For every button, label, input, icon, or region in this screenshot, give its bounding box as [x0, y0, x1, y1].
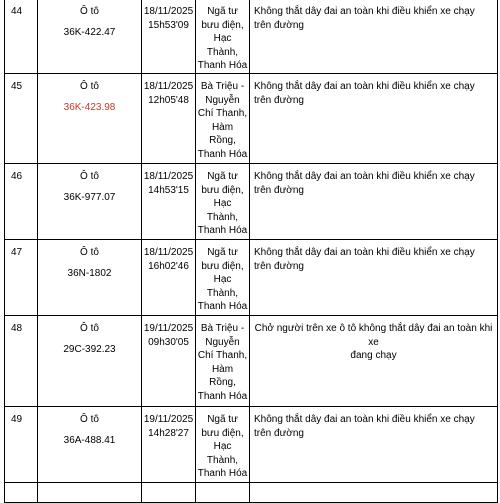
location-line: Thanh Hóa — [197, 148, 248, 160]
vehicle-type: Ô tô — [80, 80, 99, 92]
violation-date: 19/11/2025 — [143, 322, 194, 334]
location-line: Thanh Hóa — [197, 60, 248, 72]
location-line: Thanh Hóa — [197, 225, 248, 237]
row-number: 45 — [5, 73, 38, 163]
violation-description: Không thắt dây đai an toàn khi điều khiển xe chạy trên đường — [250, 239, 498, 315]
location-cell — [196, 239, 250, 315]
time-cell — [142, 315, 196, 406]
location-line: bưu điện, — [201, 427, 244, 439]
location-line: Thanh Hóa — [197, 301, 248, 313]
location-line: Ngã tư — [207, 170, 238, 182]
violation-date: 18/11/2025 — [143, 6, 194, 17]
location-line: Ngã tư — [207, 6, 238, 17]
vehicle-type: Ô tô — [80, 246, 99, 258]
time-cell — [142, 0, 196, 73]
vehicle-cell — [38, 315, 142, 406]
location-line: bưu điện, — [201, 260, 244, 272]
violation-time: 09h30'05 — [148, 336, 189, 348]
vehicle-cell — [38, 239, 142, 315]
table-row — [5, 315, 498, 406]
row-number: 48 — [5, 315, 38, 406]
violations-table — [4, 0, 498, 503]
row-number: 44 — [5, 0, 38, 73]
location-line: Thành, — [206, 46, 239, 58]
location-line: Thành, — [206, 211, 239, 223]
violation-time: 14h53'15 — [148, 184, 189, 196]
location-cell — [196, 406, 250, 482]
vehicle-type: Ô tô — [80, 322, 99, 334]
violation-time: 15h53'09 — [148, 19, 189, 31]
license-plate: 29C-392.23 — [63, 343, 116, 355]
time-cell — [142, 73, 196, 163]
location-line: Thành, — [206, 454, 239, 466]
location-line: Thanh Hóa — [197, 390, 248, 402]
violation-description: Không thắt dây đai an toàn khi điều khiển xe chạy trên đường — [250, 0, 498, 73]
location-line: Ngã tư — [207, 246, 238, 258]
violation-time: 16h02'46 — [148, 260, 189, 272]
location-line: Bà Triệu - — [200, 322, 245, 334]
violation-time: 14h28'27 — [148, 427, 189, 439]
vehicle-cell — [38, 73, 142, 163]
vehicle-type: Ô tô — [80, 170, 99, 182]
time-cell — [142, 163, 196, 239]
location-cell — [196, 0, 250, 73]
vehicle-cell — [38, 163, 142, 239]
location-line: Ngã tư — [207, 413, 238, 425]
license-plate: 36N-1802 — [67, 267, 112, 279]
table-row — [5, 406, 498, 482]
violation-description: Không thắt dây đai an toàn khi điều khiển xe chạy trên đường — [250, 406, 498, 482]
row-number: 47 — [5, 239, 38, 315]
location-line: Thanh Hóa — [197, 468, 248, 480]
row-number: 49 — [5, 406, 38, 482]
row-number: 46 — [5, 163, 38, 239]
location-line: Chí Thanh, — [197, 108, 248, 120]
location-line: Hạc — [213, 441, 232, 453]
time-cell — [142, 239, 196, 315]
violation-description: Không thắt dây đai an toàn khi điều khiển xe chạy trên đường — [250, 73, 498, 163]
location-line: Chí Thanh, — [197, 350, 248, 362]
location-line: Rồng, — [209, 135, 236, 147]
violation-line: Chở người trên xe ô tô không thắt dây đai an toàn khi xe — [254, 322, 493, 348]
location-line: Hạc — [213, 274, 232, 286]
table-row-partial — [5, 482, 498, 502]
location-cell — [196, 163, 250, 239]
location-line: Nguyễn — [205, 336, 240, 348]
violation-line: đang chạy — [350, 350, 397, 362]
location-line: Rồng, — [209, 377, 236, 389]
table-row — [5, 73, 498, 163]
location-line: Thành, — [206, 287, 239, 299]
license-plate-highlighted: 36K-423.98 — [63, 101, 116, 113]
table-row — [5, 163, 498, 239]
location-line: Bà Triệu - — [200, 80, 245, 92]
location-line: bưu điện, — [201, 184, 244, 196]
violation-description: Không thắt dây đai an toàn khi điều khiển xe chạy trên đường — [250, 163, 498, 239]
location-line: Hàm — [211, 121, 234, 133]
license-plate: 36A-488.41 — [63, 434, 116, 446]
violation-time: 12h05'48 — [148, 94, 189, 106]
violation-date: 18/11/2025 — [143, 170, 194, 182]
location-line: Hạc — [213, 198, 232, 210]
license-plate: 36K-422.47 — [63, 26, 116, 38]
vehicle-type: Ô tô — [80, 413, 99, 425]
license-plate: 36K-977.07 — [63, 191, 116, 203]
location-line: Hàm — [211, 363, 234, 375]
vehicle-cell — [38, 0, 142, 73]
time-cell — [142, 406, 196, 482]
table-row — [5, 239, 498, 315]
location-line: Nguyễn — [205, 94, 240, 106]
location-line: bưu điện, — [201, 19, 244, 31]
violation-description — [250, 315, 498, 406]
violation-date: 18/11/2025 — [143, 246, 194, 258]
vehicle-cell — [38, 406, 142, 482]
location-line: Hạc — [213, 33, 232, 45]
violation-date: 18/11/2025 — [143, 80, 194, 92]
violation-date: 19/11/2025 — [143, 413, 194, 425]
vehicle-type: Ô tô — [80, 6, 99, 17]
table-row — [5, 0, 498, 73]
location-cell — [196, 315, 250, 406]
location-cell — [196, 73, 250, 163]
